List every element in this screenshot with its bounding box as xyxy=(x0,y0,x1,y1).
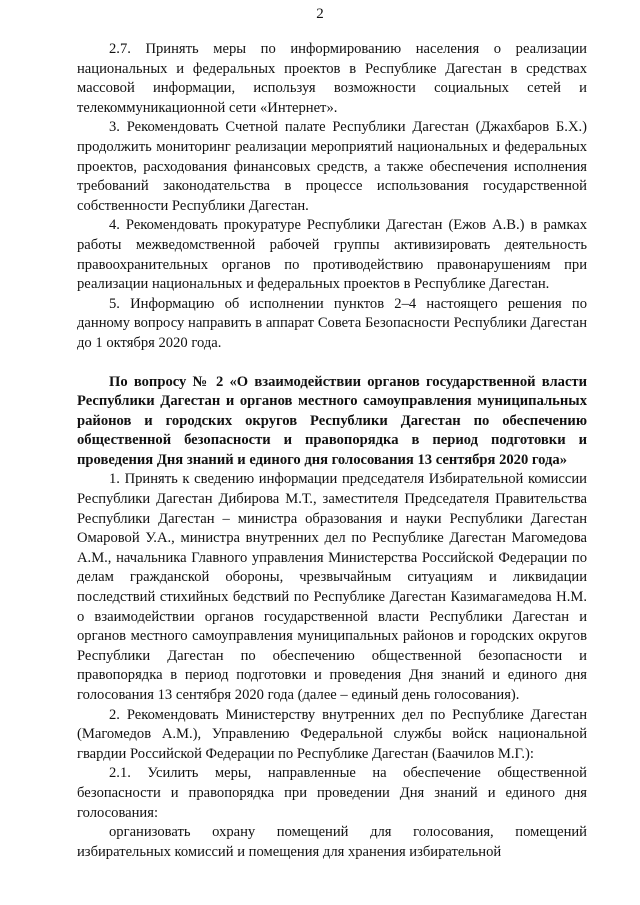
item-4-paragraph: 4. Рекомендовать прокуратуре Республики Дагестан (Ежов А.В.) в рамках работы межведомственной рабочей группы активизировать деятельность правоохранительных органов по противодействию правонарушениям при реализации национальных и федеральных проектов в Республике Дагестан. xyxy=(77,217,587,293)
item-3-paragraph: 3. Рекомендовать Счетной палате Республики Дагестан (Джахбаров Б.Х.) продолжить мониторинг реализации мероприятий национальных и федеральных проектов, расходования финансовых средств, а также обеспечения исполнения требований законодательства в процессе использования государственной собственности Республики Дагестан. xyxy=(77,119,587,214)
q2-item-2-1-bullet-paragraph: организовать охрану помещений для голосования, помещений избирательных комиссий и помещения для хранения избирательной xyxy=(77,824,587,860)
q2-item-2-paragraph: 2. Рекомендовать Министерству внутренних дел по Республике Дагестан (Магомедов А.М.), Управлению Федеральной службы войск национальной гвардии Российской Федерации по Республике Дагестан (Баачилов М.Г.): xyxy=(77,706,587,762)
question-2-heading: По вопросу № 2 «О взаимодействии органов государственной власти Республики Дагестан и органов местного самоуправления муниципальных районов и городских округов Республики Дагестан по обеспечению общественной безопасности и правопорядка в период подготовки и проведения Дня знаний и единого дня голосования 13 сентября 2020 года» xyxy=(77,373,587,468)
item-5-paragraph: 5. Информацию об исполнении пунктов 2–4 настоящего решения по данному вопросу направить в аппарат Совета Безопасности Республики Дагестан до 1 октября 2020 года. xyxy=(77,295,587,351)
document-body xyxy=(77,40,587,862)
q2-item-1-paragraph: 1. Принять к сведению информации председателя Избирательной комиссии Республики Дагестан Дибирова М.Т., заместителя Председателя Правительства Республики Дагестан – министра образования и науки Республики Дагестан Омаровой У.А., министра внутренних дел по Республике Дагестан Магомедова А.М., начальника Главного управления Министерства Российской Федерации по делам гражданской обороны, чрезвычайным ситуациям и ликвидации последствий стихийных бедствий по Республике Дагестан Казимагамедова Н.М. о взаимодействии органов государственной власти Республики Дагестан и органов местного самоуправления муниципальных районов и городских округов Республики Дагестан по обеспечению общественной безопасности и правопорядка в период подготовки и проведения Дня знаний и единого дня голосования 13 сентября 2020 года (далее – единый день голосования). xyxy=(77,471,587,703)
q2-item-2-1-paragraph: 2.1. Усилить меры, направленные на обеспечение общественной безопасности и правопорядка при проведении Дня знаний и единого дня голосования: xyxy=(77,765,587,821)
page-number: 2 xyxy=(316,6,324,22)
item-2-7-paragraph: 2.7. Принять меры по информированию населения о реализации национальных и федеральных проектов в Республике Дагестан в средствах массовой информации, используя возможности социальных сетей и телекоммуникационной сети «Интернет». xyxy=(77,41,587,116)
